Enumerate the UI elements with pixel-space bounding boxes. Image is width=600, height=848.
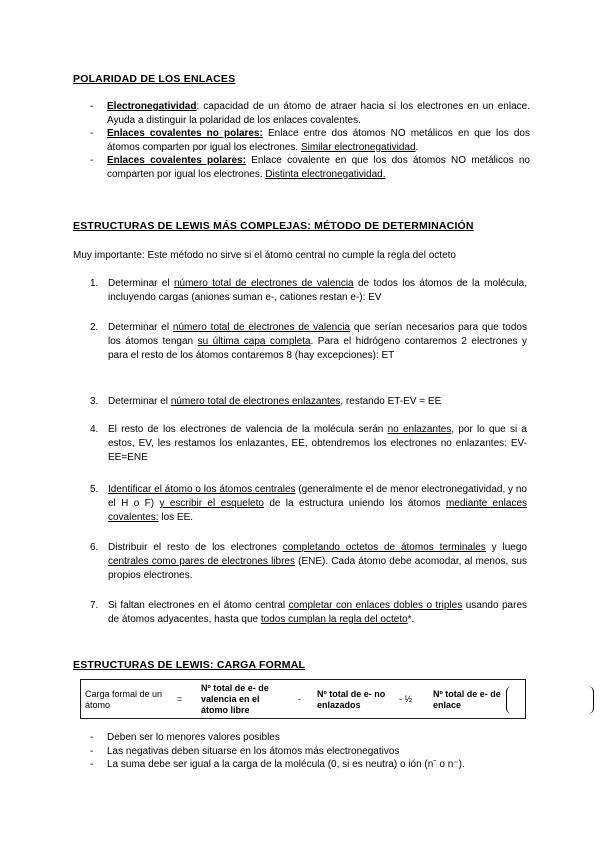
step-text: Determinar el número total de electrones de valencia de todos los átomos de la molécula, incluyendo cargas (aniones suman e-, cationes restan e-): EV — [108, 278, 527, 303]
important-note: Muy importante: Este método no sirve si el átomo central no cumple la regla del octeto — [73, 250, 456, 261]
definition-end: . — [415, 141, 419, 153]
formal-charge-rules — [90, 731, 530, 772]
step-text: Si faltan electrones en el átomo central completar con enlaces dobles o triples usando pares de átomos adyacentes, hasta que todos cumplan la regla del octeto*. — [108, 600, 528, 625]
step-text: El resto de los electrones de valencia de la molécula serán no enlazantes, por lo que si a estos, EV, les restamos los enlazantes, EE, obtendremos los electrones no enlazantes: EV-EE=ENE — [108, 424, 527, 463]
definition: : capacidad de un átomo de atraer hacia sí los electrones en un enlace. Ayuda a distinguir la polaridad de los enlaces covalentes. — [107, 101, 530, 126]
formula-lhs: Carga formal de un átomo — [85, 689, 163, 710]
step-item — [90, 423, 527, 465]
step-number: 5. — [90, 484, 99, 495]
term: Electronegatividad — [107, 101, 197, 112]
heading-carga-formal: ESTRUCTURAS DE LEWIS: CARGA FORMAL — [73, 659, 306, 671]
formula-half: - ½ — [399, 694, 413, 704]
step-number: 3. — [90, 396, 99, 407]
polarity-list — [90, 100, 530, 181]
step-text: Determinar el número total de electrones enlazantes, restando ET-EV = EE — [108, 396, 442, 407]
list-item: - Deben ser lo menores valores posibles — [90, 731, 530, 745]
heading-estructuras-lewis: ESTRUCTURAS DE LEWIS MÁS COMPLEJAS: MÉTODO DE DETERMINACIÓN — [73, 220, 474, 232]
list-item: - La suma debe ser igual a la carga de la molécula (0, si es neutra) o ión (nˉ o n⁻). — [90, 758, 530, 772]
term: Enlaces covalentes no polares: — [107, 128, 263, 139]
list-item — [90, 127, 530, 154]
step-text: Identificar el átomo o los átomos centrales (generalmente el de menor electronegatividad, y no el H o F) y escribir el esqueleto de la estructura uniendo los átomos mediante enlaces covalentes: los EE. — [108, 484, 528, 523]
list-item: - Las negativas deben situarse en los átomos más electronegativos — [90, 745, 530, 759]
step-number: 7. — [90, 600, 99, 611]
definition: Enlace entre dos átomos NO metálicos en que los dos átomos comparten por igual los electrones. — [107, 128, 530, 153]
step-item — [90, 483, 527, 525]
step-number: 4. — [90, 424, 99, 435]
formal-charge-formula — [80, 679, 526, 719]
step-item — [90, 321, 527, 363]
formula-equals: = — [177, 694, 183, 704]
term: Enlaces covalentes polares: — [107, 155, 246, 166]
formula-minus: - — [298, 694, 301, 704]
formula-parentheses — [506, 686, 594, 714]
formula-term-bonding: Nº total de e- de enlace — [433, 689, 501, 710]
definition: Enlace covalente en que los dos átomos NO metálicos no comparten por igual los electrones. — [107, 155, 530, 180]
definition-underlined: Similar electronegatividad — [301, 141, 416, 153]
step-item — [90, 541, 527, 583]
step-number: 1. — [90, 278, 99, 289]
step-item — [90, 277, 527, 305]
formula-term-valence: Nº total de e- de valencia en el átomo libre — [201, 683, 269, 715]
heading-polaridad: POLARIDAD DE LOS ENLACES — [73, 73, 236, 85]
list-item — [90, 100, 530, 127]
step-number: 6. — [90, 542, 99, 553]
step-number: 2. — [90, 322, 99, 333]
step-text: Distribuir el resto de los electrones completando octetos de átomos terminales y luego centrales como pares de electrones libres (ENE). Cada átomo debe acomodar, al menos, sus propios electrones. — [108, 542, 527, 581]
list-item — [90, 154, 530, 181]
definition-underlined: Distinta electronegatividad. — [265, 168, 386, 180]
step-text: Determinar el número total de electrones de valencia que serían necesarios para que todos los átomos tengan su última capa completa. Para el hidrógeno contaremos 2 electrones y para el resto de los átomos contaremos 8 (hay excepciones): ET — [108, 322, 528, 361]
formula-term-nonbonded: Nº total de e- no enlazados — [317, 689, 386, 710]
step-item — [90, 599, 527, 627]
step-item — [90, 395, 527, 409]
